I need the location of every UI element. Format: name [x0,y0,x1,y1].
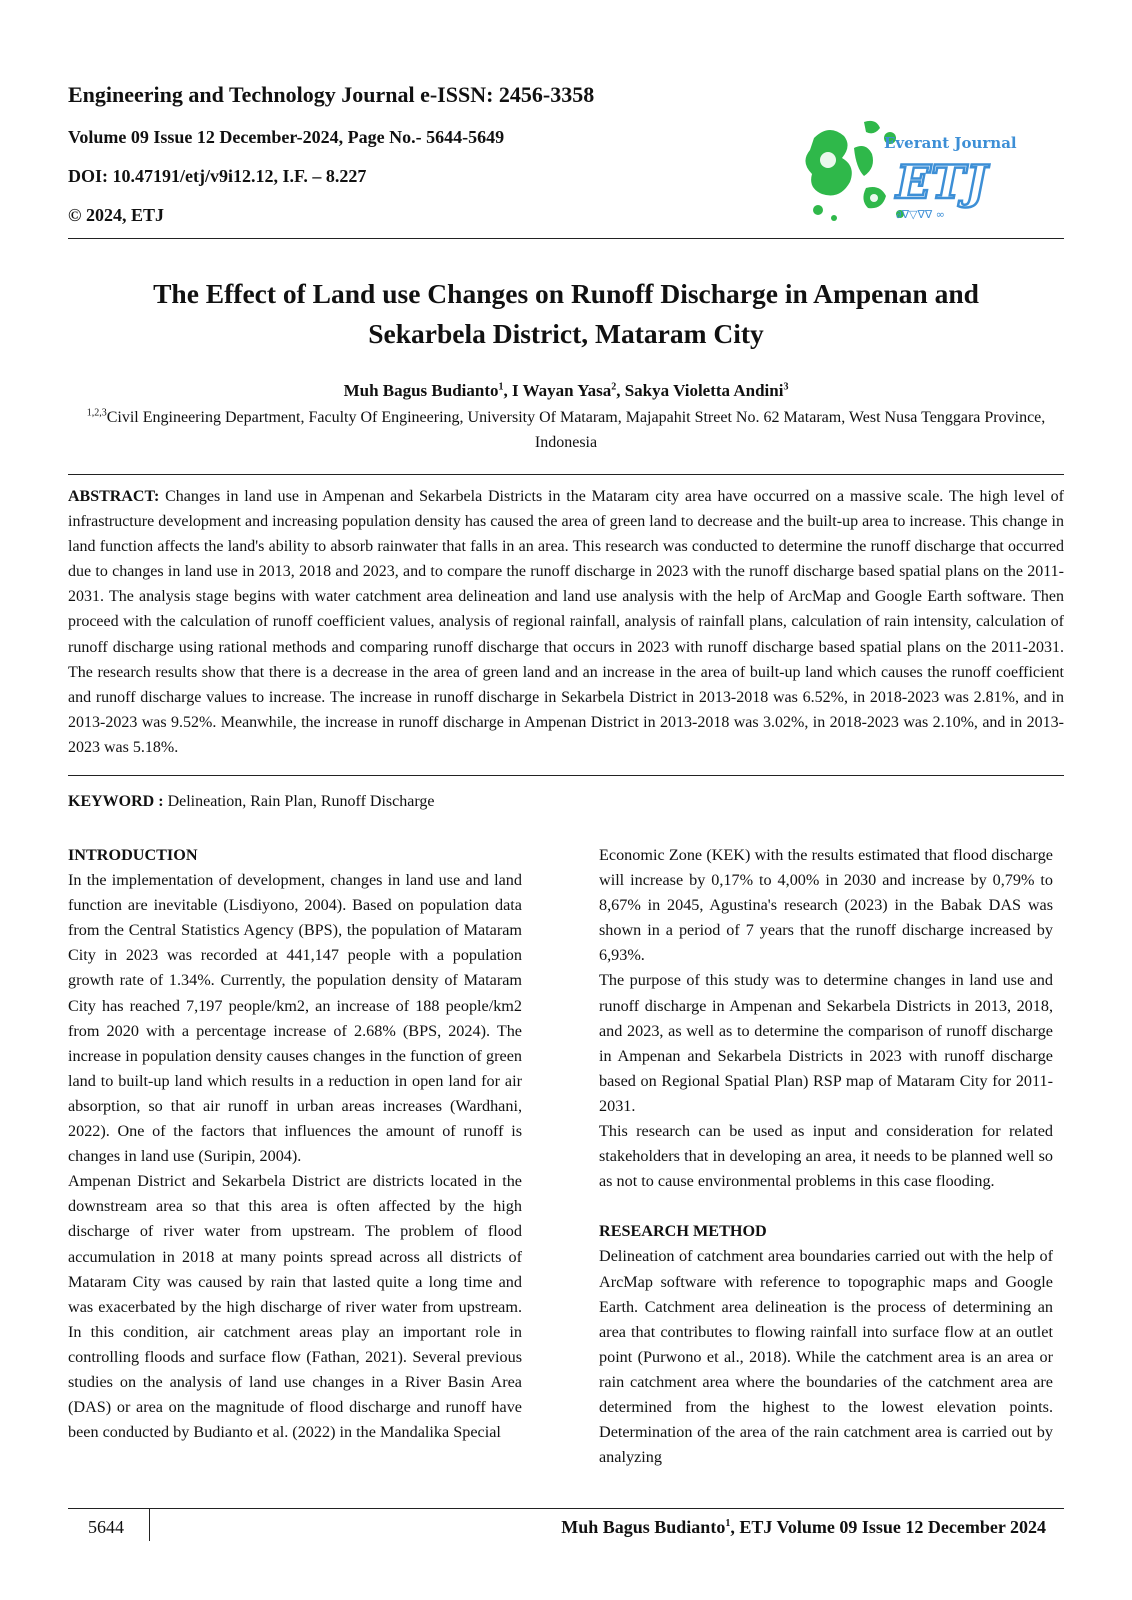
abstract-top-divider [68,474,1064,475]
abstract [68,484,1064,760]
journal-volume: Volume 09 Issue 12 December-2024, Page No.- 5644-5649 [68,127,505,147]
paragraph: This research can be used as input and consideration for related stakeholders that in developing an area, it needs to be planned well so as not to cause environmental problems in this case flooding. [599,1122,1053,1191]
affiliation [68,405,1064,455]
right-column [599,843,1053,1470]
paragraph: Delineation of catchment area boundaries carried out with the help of ArcMap software with reference to topographic maps and Google Earth. Catchment area delineation is the process of determining an area that contributes to flowing rainfall into surface flow at an outlet point (Purwono et al., 2018). While the catchment area is an area or rain catchment area where the boundaries of the catchment area are determined from the highest to the lowest elevation points. Determination of the area of the rain catchment area is carried out by analyzing [599,1247,1053,1467]
journal-name: Engineering and Technology Journal e-ISSN: 2456-3358 [68,82,595,107]
journal-copyright: © 2024, ETJ [68,205,164,225]
author-name: Sakya Violetta Andini [624,381,784,400]
author-sup: 2 [611,381,617,393]
header-divider [68,238,1064,239]
etj-logo-graphic [804,118,1020,228]
logo-text-top: Everant Journal [884,134,1017,152]
logo-text-main: ETJ [896,155,988,209]
author-list: Muh Bagus Budianto$^1$, I Wayan Yasa$^2$, Sakya Violetta Andini$^3$ [343,381,789,400]
footer-journal: , ETJ Volume 09 Issue 12 December 2024 [730,1517,1046,1537]
footer-running-head [561,1516,1046,1538]
etj-logo [804,118,1020,228]
journal-doi: DOI: 10.47191/etj/v9i12.12, I.F. – 8.227 [68,166,367,186]
keyword-text: Delineation, Rain Plan, Runoff Discharge [167,793,435,810]
footer-author-sup: 1 [725,1518,731,1529]
paper-title-line-2: Sekarbela District, Mataram City [368,318,764,349]
footer-vertical-divider [149,1509,150,1541]
author-sup: 1 [498,381,504,393]
footer-divider [68,1508,1064,1509]
footer-author: Muh Bagus Budianto [561,1517,726,1537]
logo-text-bottom: ∂∇▽∇∇ ∞ [896,208,945,221]
paragraph: Economic Zone (KEK) with the results estimated that flood discharge will increase by 0,17% to 4,00% in 2030 and increase by 0,79% to 8,67% in 2045, Agustina's research (2023) in the Babak DAS was shown in a period of 7 years that the runoff discharge increased by 6,93%. [599,846,1053,965]
keyword-label: KEYWORD : [68,793,164,810]
paper-title-line-1: The Effect of Land use Changes on Runoff Discharge in Ampenan and [153,278,979,309]
author-name: Muh Bagus Budianto [343,381,499,400]
paragraph: Ampenan District and Sekarbela District are districts located in the downstream area so that this area is often affected by the high discharge of river water from upstream. The problem of flood accumulation in 2018 at many points spread across all districts of Mataram City was caused by rain that lasted quite a long time and was exacerbated by the high discharge of river water from upstream. In this condition, air catchment areas play an important role in controlling floods and surface flow (Fathan, 2021). Several previous studies on the analysis of land use changes in a River Basin Area (DAS) or area on the magnitude of flood discharge and runoff have been conducted by Budianto et al. (2022) in the Mandalika Special [68,1172,522,1442]
abstract-text: Changes in land use in Ampenan and Sekarbela Districts in the Mataram city area have occurred on a massive scale. The high level of infrastructure development and increasing population density has caused the area of green land to decrease and the built-up area to increase. This change in land function affects the land's ability to absorb rainwater that falls in an area. This research was conducted to determine the runoff discharge that occurred due to changes in land use in 2013, 2018 and 2023, and to compare the runoff discharge in 2023 with the runoff discharge based spatial plans on the 2011-2031. The analysis stage begins with water catchment area delineation and land use analysis with the help of ArcMap and Google Earth software. Then proceed with the calculation of runoff coefficient values, analysis of regional rainfall, analysis of rainfall plans, calculation of rain intensity, calculation of runoff discharge using rational methods and comparing runoff discharge that occurs in 2023 with runoff discharge based spatial plans on the 2011-2031. The research results show that there is a decrease in the area of green land and an increase in the area of built-up land which causes the runoff coefficient and runoff discharge values to increase. The increase in runoff discharge in Sekarbela District in 2013-2018 was 6.52%, in 2018-2023 was 2.81%, and in 2013-2023 was 9.52%. Meanwhile, the increase in runoff discharge in Ampenan District in 2013-2018 was 3.02%, in 2018-2023 was 2.10%, and in 2013-2023 was 5.18%. [68,488,1065,756]
affiliation-text: Civil Engineering Department, Faculty Of Engineering, University Of Mataram, Majapahit Street No. 62 Mataram, West Nusa Tenggara Province, Indonesia [106,409,1046,451]
author-sup: 3 [783,381,789,393]
affiliation-sup: 1,2,3 [86,407,107,419]
keywords [68,791,1064,813]
paragraph: The purpose of this study was to determine changes in land use and runoff discharge in Ampenan and Sekarbela Districts in 2013, 2018, and 2023, as well as to determine the comparison of runoff discharge in Ampenan and Sekarbela Districts in 2023 with runoff discharge based on Regional Spatial Plan) RSP map of Mataram City for 2011-2031. [599,971,1053,1115]
left-column [68,843,522,1445]
abstract-label: ABSTRACT: [68,488,160,505]
section-heading-research-method: RESEARCH METHOD [599,1222,767,1241]
author-name: I Wayan Yasa [512,381,612,400]
abstract-bottom-divider [68,775,1064,776]
paper-title [80,274,1052,354]
page-number: 5644 [88,1517,124,1537]
section-heading-introduction: INTRODUCTION [68,846,198,864]
paragraph: In the implementation of development, changes in land use and land function are inevitable (Lisdiyono, 2004). Based on population data from the Central Statistics Agency (BPS), the population of Mataram City in 2023 was recorded at 441,147 people with a population growth rate of 1.34%. Currently, the population density of Mataram City has reached 7,197 people/km2, an increase of 188 people/km2 from 2020 with a percentage increase of 2.68% (BPS, 2024). The increase in population density causes changes in the function of green land to built-up land which results in a reduction in open land for air absorption, so that air runoff in urban areas increases (Wardhani, 2022). One of the factors that influences the amount of runoff is changes in land use (Suripin, 2004). [68,871,522,1166]
